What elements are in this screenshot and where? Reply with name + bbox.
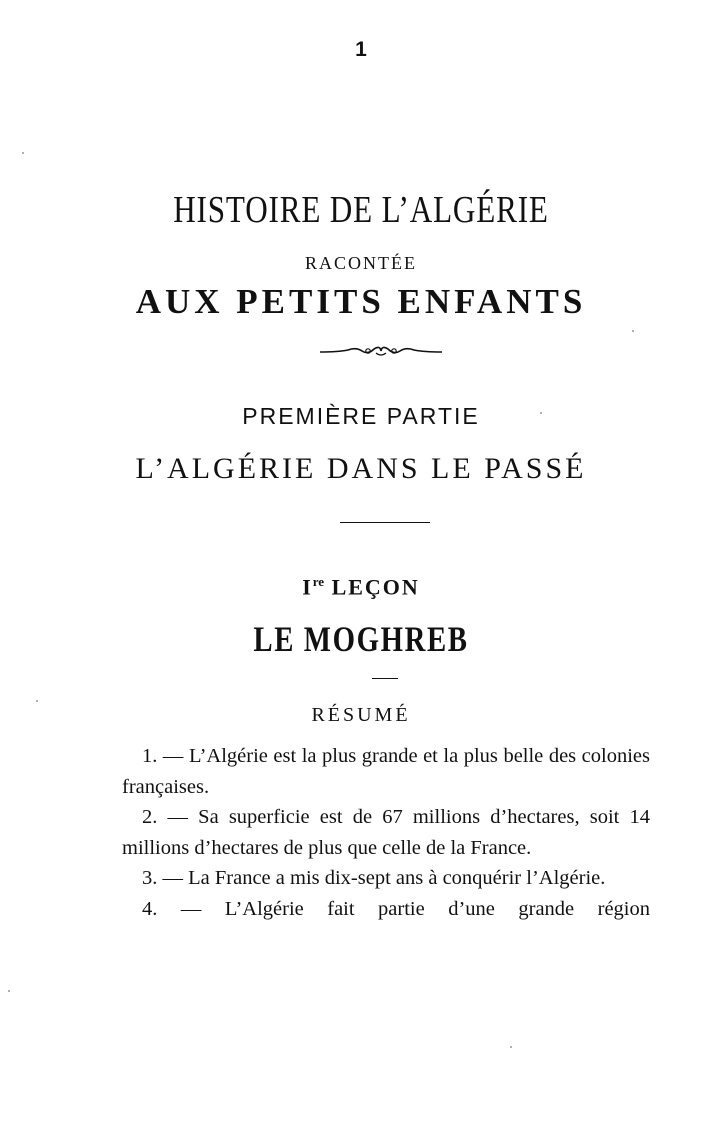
paper-speck (632, 330, 634, 332)
lesson-number (0, 574, 722, 600)
paper-speck (36, 700, 38, 702)
ornament-flourish-icon (318, 343, 444, 359)
part-title: L’ALGÉRIE DANS LE PASSÉ (135, 452, 587, 485)
short-divider-rule (372, 678, 398, 679)
paper-speck (510, 1046, 512, 1048)
resume-paragraph-2: 2. — Sa superficie est de 67 millions d’hectares, soit 14 millions d’hectares de plus que celle de la France. (122, 806, 650, 859)
paper-speck (22, 152, 24, 154)
lesson-superscript: re (312, 574, 325, 589)
resume-paragraph-1: 1. — L’Algérie est la plus grande et la plus belle des colonies françaises. (122, 745, 650, 798)
resume-body (122, 741, 650, 925)
divider-rule (340, 522, 430, 523)
resume-paragraph-3: 3. — La France a mis dix-sept ans à conquérir l’Algérie. (142, 867, 606, 890)
resume-heading: RÉSUMÉ (311, 704, 411, 726)
lesson-title: LE MOGHREB (253, 619, 469, 659)
paper-speck (540, 412, 542, 414)
resume-paragraph-4: 4. — L’Algérie fait partie d’une grande région (142, 897, 650, 920)
subtitle-small: RACONTÉE (305, 253, 417, 273)
book-title: HISTOIRE DE L’ALGÉRIE (173, 189, 549, 231)
page-number: 1 (355, 38, 367, 61)
lesson-roman: I (302, 574, 313, 600)
subtitle-big: AUX PETITS ENFANTS (135, 282, 587, 321)
part-label: PREMIÈRE PARTIE (242, 403, 480, 429)
paper-speck (8, 990, 10, 992)
lesson-word: LEÇON (331, 574, 420, 600)
